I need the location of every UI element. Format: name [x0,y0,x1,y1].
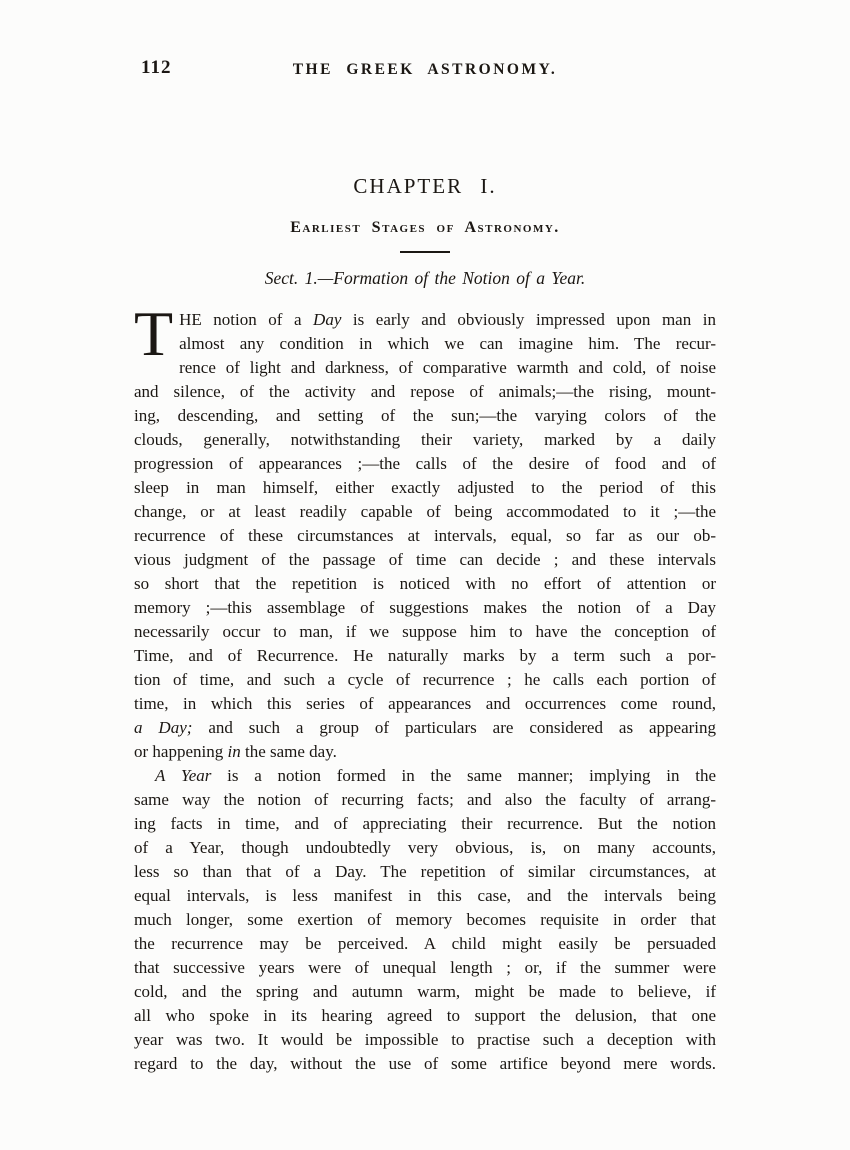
page-number: 112 [141,57,172,78]
text-line: time, in which this series of appearances and occurrences come round, [134,694,716,713]
text-line: recurrence of these circumstances at intervals, equal, so far as our ob- [134,526,716,545]
running-head: THE GREEK ASTRONOMY. [292,61,558,78]
text-line: a Day; and such a group of particulars are considered as appearing [134,718,716,737]
text-line: that successive years were of unequal length ; or, if the summer were [134,958,716,977]
text-line: or happening in the same day. [134,742,337,761]
text-line: A Year is a notion formed in the same manner; implying in the [155,766,716,785]
text-line: tion of time, and such a cycle of recurrence ; he calls each portion of [134,670,716,689]
text-line: and silence, of the activity and repose of animals;—the rising, mount- [134,382,716,401]
text-line: equal intervals, is less manifest in this case, and the intervals being [134,886,716,905]
paragraph [134,298,716,764]
chapter-title: CHAPTER I. [353,174,497,198]
text-line: ing, descending, and setting of the sun;—the varying colors of the [134,406,716,425]
text-line: change, or at least readily capable of being accommodated to it ;—the [134,502,716,521]
text-line: regard to the day, without the use of some artifice beyond mere words. [134,1054,716,1073]
text-line: necessarily occur to man, if we suppose him to have the conception of [134,622,716,641]
text-line: memory ;—this assemblage of suggestions makes the notion of a Day [134,598,716,617]
drop-cap: T [134,298,174,369]
text-line: much longer, some exertion of memory becomes requisite in order that [134,910,716,929]
divider-rule [400,251,450,253]
text-line: rence of light and darkness, of comparative warmth and cold, of noise [179,358,716,377]
body-text [134,298,716,1076]
text-line: vious judgment of the passage of time can decide ; and these intervals [134,550,716,569]
chapter-subtitle: Earliest Stages of Astronomy. [290,219,560,236]
text-line: clouds, generally, notwithstanding their variety, marked by a daily [134,430,716,449]
text-line: same way the notion of recurring facts; and also the faculty of arrang- [134,790,716,809]
text-line: HE notion of a Day is early and obviously impressed upon man in [179,310,716,329]
text-line: progression of appearances ;—the calls of the desire of food and of [134,454,716,473]
text-line: almost any condition in which we can imagine him. The recur- [179,334,716,353]
section-heading: Sect. 1.—Formation of the Notion of a Year. [264,268,586,288]
text-line: all who spoke in its hearing agreed to support the delusion, that one [134,1006,716,1025]
text-line: of a Year, though undoubtedly very obvious, is, on many accounts, [134,838,716,857]
text-line: sleep in man himself, either exactly adjusted to the period of this [134,478,716,497]
text-line: so short that the repetition is noticed with no effort of attention or [134,574,716,593]
text-line: Time, and of Recurrence. He naturally marks by a term such a por- [134,646,716,665]
paragraph [134,764,716,1076]
text-line: less so than that of a Day. The repetition of similar circumstances, at [134,862,716,881]
text-line: year was two. It would be impossible to practise such a deception with [134,1030,716,1049]
page-content [134,174,716,1076]
text-line: the recurrence may be perceived. A child might easily be persuaded [134,934,716,953]
text-line: ing facts in time, and of appreciating their recurrence. But the notion [134,814,716,833]
text-line: cold, and the spring and autumn warm, might be made to believe, if [134,982,716,1001]
